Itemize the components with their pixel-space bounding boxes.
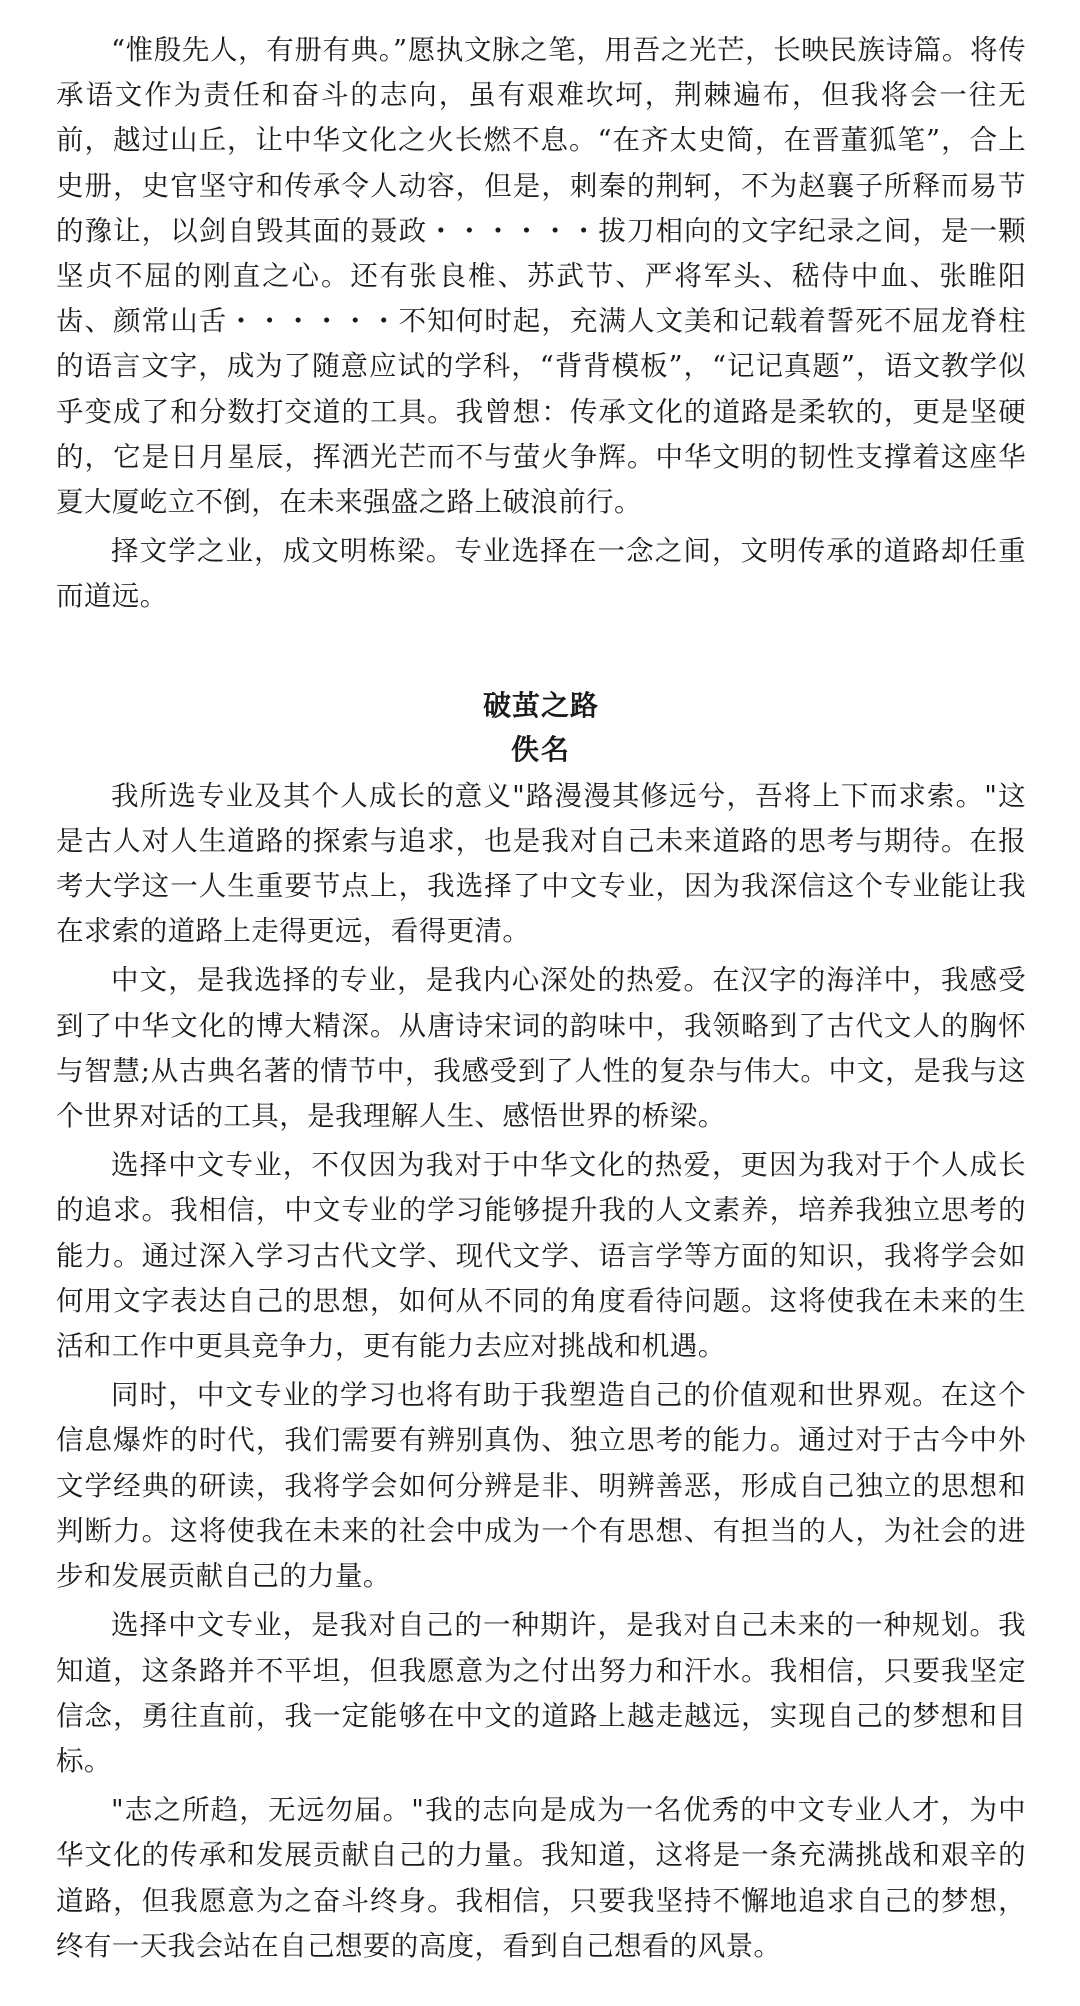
- essay-paragraph: “惟殷先人，有册有典。”愿执文脉之笔，用吾之光芒，长映民族诗篇。将传承语文作为责任和奋斗的志向，虽有艰难坎坷，荆棘遍布，但我将会一往无前，越过山丘，让中华文化之火长燃不息。“在齐太史简，在晋董狐笔”，合上史册，史官坚守和传承令人动容，但是，刺秦的荆轲，不为赵襄子所释而易节的豫让，以剑自毁其面的聂政・・・・・・拔刀相向的文字纪录之间，是一颗坚贞不屈的刚直之心。还有张良椎、苏武节、严将军头、嵇侍中血、张睢阳齿、颜常山舌・・・・・・不知何时起，充满人文美和记载着誓死不屈龙脊柱的语言文字，成为了随意应试的学科，“背背模板”，“记记真题”，语文教学似乎变成了和分数打交道的工具。我曾想：传承文化的道路是柔软的，更是坚硬的，它是日月星辰，挥洒光芒而不与萤火争辉。中华文明的韧性支撑着这座华夏大厦屹立不倒，在未来强盛之路上破浪前行。: [56, 34, 1026, 519]
- section-divider: [56, 624, 1026, 684]
- essay-title: 破茧之路: [482, 688, 599, 722]
- essay-paragraph: 同时，中文专业的学习也将有助于我塑造自己的价值观和世界观。在这个信息爆炸的时代，我们需要有辨别真伪、独立思考的能力。通过对于古今中外文学经典的研读，我将学会如何分辨是非、明辨善恶，形成自己独立的思想和判断力。这将使我在未来的社会中成为一个有思想、有担当的人，为社会的进步和发展贡献自己的力量。: [56, 1379, 1026, 1593]
- essay-paragraph: 我所选专业及其个人成长的意义"路漫漫其修远兮，吾将上下而求索。"这是古人对人生道路的探索与追求，也是我对自己未来道路的思考与期待。在报考大学这一人生重要节点上，我选择了中文专业，因为我深信这个专业能让我在求索的道路上走得更远，看得更清。: [56, 779, 1026, 948]
- essay-author: 佚名: [510, 732, 571, 766]
- essay-paragraph: 择文学之业，成文明栋梁。专业选择在一念之间，文明传承的道路却任重而道远。: [56, 535, 1026, 613]
- essay-paragraph: "志之所趋，无远勿届。"我的志向是成为一名优秀的中文专业人才，为中华文化的传承和发展贡献自己的力量。我知道，这将是一条充满挑战和艰辛的道路，但我愿意为之奋斗终身。我相信，只要我坚持不懈地追求自己的梦想，终有一天我会站在自己想要的高度，看到自己想看的风景。: [56, 1794, 1026, 1962]
- essay-paragraph: 中文，是我选择的专业，是我内心深处的热爱。在汉字的海洋中，我感受到了中华文化的博大精深。从唐诗宋词的韵味中，我领略到了古代文人的胸怀与智慧;从古典名著的情节中，我感受到了人性的复杂与伟大。中文，是我与这个世界对话的工具，是我理解人生、感悟世界的桥梁。: [56, 964, 1026, 1133]
- essay-paragraph: 选择中文专业，是我对自己的一种期许，是我对自己未来的一种规划。我知道，这条路并不平坦，但我愿意为之付出努力和汗水。我相信，只要我坚定信念，勇往直前，我一定能够在中文的道路上越走越远，实现自己的梦想和目标。: [56, 1609, 1026, 1777]
- document-page: [56, 28, 1026, 1973]
- essay-paragraph: 选择中文专业，不仅因为我对于中华文化的热爱，更因为我对于个人成长的追求。我相信，中文专业的学习能够提升我的人文素养，培养我独立思考的能力。通过深入学习古代文学、现代文学、语言学等方面的知识，我将学会如何用文字表达自己的思想，如何从不同的角度看待问题。这将使我在未来的生活和工作中更具竞争力，更有能力去应对挑战和机遇。: [56, 1149, 1026, 1363]
